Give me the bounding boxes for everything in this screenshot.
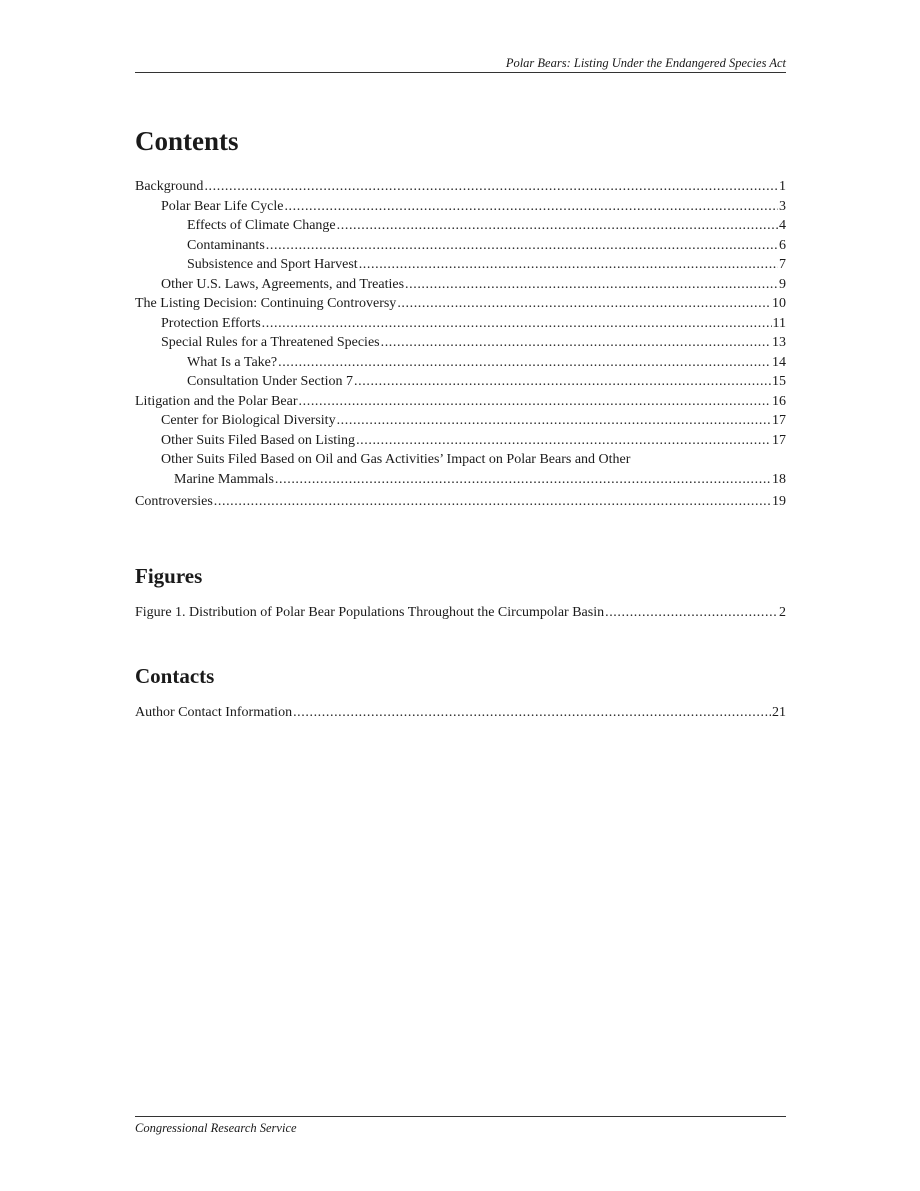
contents-heading: Contents <box>135 126 239 156</box>
toc-entry-page: 21 <box>772 705 786 720</box>
toc-entry-title: Protection Efforts <box>161 315 261 331</box>
toc-entry-page: 13 <box>772 335 786 350</box>
toc-entry-other-suits-oil-and-gas[interactable] <box>135 450 786 489</box>
toc-entry-page: 4 <box>779 218 786 233</box>
dot-leader <box>278 353 771 373</box>
toc-entry-page: 19 <box>772 493 786 509</box>
toc-entry-title: Consultation Under Section 7 <box>187 374 354 389</box>
toc-entry-title: Figure 1. Distribution of Polar Bear Populations Throughout the Circumpolar Basin <box>135 605 605 620</box>
dot-leader <box>299 392 771 412</box>
dot-leader <box>284 197 778 217</box>
dot-leader <box>354 372 771 392</box>
toc-entry-page: 10 <box>772 296 786 311</box>
contents-list <box>135 177 786 511</box>
toc-entry-page: 1 <box>779 179 786 194</box>
toc-entry-listing-decision[interactable] <box>135 294 786 314</box>
figures-heading: Figures <box>135 564 203 588</box>
toc-entry-polar-bear-life-cycle[interactable] <box>135 197 786 217</box>
dot-leader <box>405 275 778 295</box>
toc-entry-title: Special Rules for a Threatened Species <box>161 335 380 350</box>
dot-leader <box>397 294 771 314</box>
document-page <box>135 0 786 1191</box>
toc-entry-consultation-section-7[interactable] <box>135 372 786 392</box>
toc-entry-page: 7 <box>779 257 786 272</box>
toc-entry-page: 15 <box>772 374 786 389</box>
header-rule <box>135 72 786 73</box>
toc-entry-title: Controversies <box>135 493 213 509</box>
dot-leader <box>204 177 778 197</box>
toc-entry-page: 6 <box>779 237 786 253</box>
toc-entry-controversies[interactable] <box>135 492 786 512</box>
toc-entry-other-suits-listing[interactable] <box>135 431 786 451</box>
dot-leader <box>262 314 772 334</box>
dot-leader <box>214 492 771 512</box>
running-header: Polar Bears: Listing Under the Endangered Species Act <box>505 56 786 70</box>
contacts-list <box>135 703 786 723</box>
toc-entry-figure-1[interactable] <box>135 603 786 623</box>
toc-entry-page: 9 <box>779 276 786 292</box>
dot-leader <box>356 431 771 451</box>
toc-entry-page: 17 <box>772 413 786 428</box>
footer-rule <box>135 1116 786 1117</box>
toc-entry-title: Subsistence and Sport Harvest <box>187 257 358 272</box>
toc-entry-page: 11 <box>772 315 786 331</box>
dot-leader <box>337 411 771 431</box>
dot-leader <box>605 603 778 623</box>
toc-entry-title-line1: Other Suits Filed Based on Oil and Gas Activities’ Impact on Polar Bears and Other <box>161 452 631 467</box>
running-footer: Congressional Research Service <box>135 1121 297 1135</box>
dot-leader <box>337 216 778 236</box>
toc-entry-protection-efforts[interactable] <box>135 314 786 334</box>
toc-entry-title: Other U.S. Laws, Agreements, and Treaties <box>161 276 405 292</box>
toc-entry-title: What Is a Take? <box>187 354 278 370</box>
toc-entry-page: 14 <box>772 354 786 370</box>
toc-entry-title: Effects of Climate Change <box>187 218 336 233</box>
dot-leader <box>275 470 771 490</box>
toc-entry-title: Litigation and the Polar Bear <box>135 393 298 409</box>
toc-entry-center-for-biological-diversity[interactable] <box>135 411 786 431</box>
toc-entry-title: Polar Bear Life Cycle <box>161 198 284 214</box>
toc-entry-title: Other Suits Filed Based on Listing <box>161 432 356 448</box>
toc-entry-background[interactable] <box>135 177 786 197</box>
toc-entry-title: Contaminants <box>187 237 265 253</box>
dot-leader <box>381 333 771 353</box>
toc-entry-what-is-a-take[interactable] <box>135 353 786 373</box>
dot-leader <box>359 255 778 275</box>
toc-entry-subsistence-and-sport-harvest[interactable] <box>135 255 786 275</box>
dot-leader <box>266 236 778 256</box>
toc-entry-continuation <box>161 470 786 490</box>
toc-entry-other-us-laws[interactable] <box>135 275 786 295</box>
toc-entry-litigation[interactable] <box>135 392 786 412</box>
dot-leader <box>293 703 771 723</box>
toc-entry-page: 17 <box>772 432 786 448</box>
toc-entry-author-contact[interactable] <box>135 703 786 723</box>
toc-entry-title: Background <box>135 179 204 194</box>
toc-entry-title: Center for Biological Diversity <box>161 413 336 428</box>
toc-entry-contaminants[interactable] <box>135 236 786 256</box>
toc-entry-title: Author Contact Information <box>135 705 293 720</box>
toc-entry-title-line2: Marine Mammals <box>174 471 274 487</box>
toc-entry-title: The Listing Decision: Continuing Controversy <box>135 296 397 311</box>
toc-entry-page: 18 <box>772 471 786 487</box>
figures-list <box>135 603 786 623</box>
toc-entry-special-rules[interactable] <box>135 333 786 353</box>
contacts-heading: Contacts <box>135 664 215 688</box>
toc-entry-effects-of-climate-change[interactable] <box>135 216 786 236</box>
toc-entry-page: 2 <box>779 605 786 620</box>
toc-entry-page: 3 <box>779 198 786 214</box>
toc-entry-page: 16 <box>772 393 786 409</box>
